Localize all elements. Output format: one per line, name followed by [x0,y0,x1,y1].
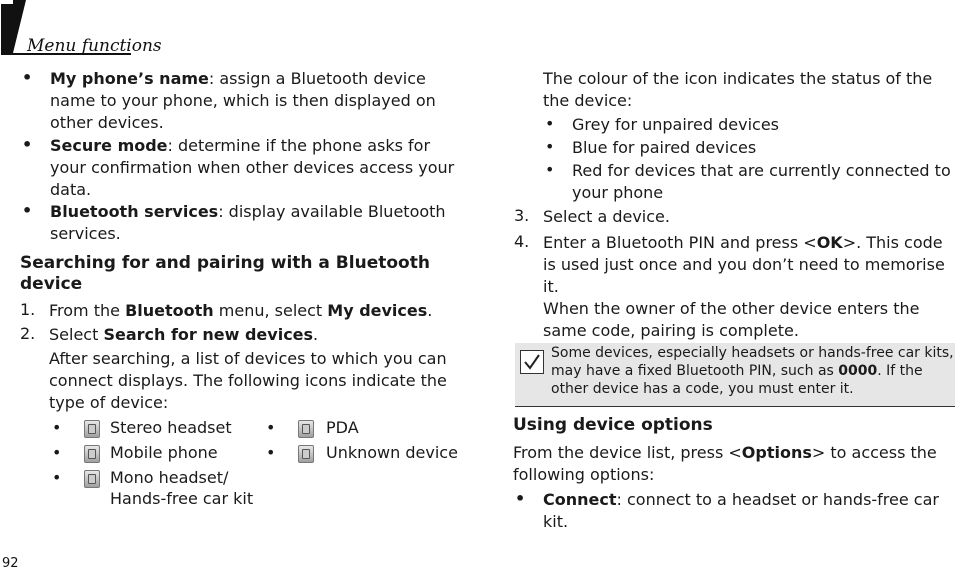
checkmark-glyph [521,351,543,373]
text: : determine if the phone asks for your confirmation when other devices access your data. [50,136,455,199]
term: My devices [327,301,428,320]
step-4-description: When the owner of the other device enters the same code, pairing is complete. [543,299,920,340]
bullet-dot: • [22,201,33,220]
text: : assign a Bluetooth device name to your phone, which is then displayed on other devices. [50,69,436,132]
term: Bluetooth [125,301,214,320]
header-bar [1,4,13,53]
term: 0000 [838,363,878,379]
colour-blue: Blue for paired devices [572,138,757,157]
bullet-my-phones-name [50,68,465,134]
term: Connect [543,490,617,509]
bullet-dot: • [545,160,555,179]
step-1 [49,300,469,322]
unknown-device-icon [298,445,314,463]
pda-icon [298,420,314,438]
legend-mono-headset: Mono headset/ [110,468,229,487]
options-intro [513,442,953,486]
note-rule [515,406,955,407]
stereo-headset-icon [84,420,100,438]
header-wedge [13,0,26,53]
section-heading: Using device options [513,415,713,435]
page-title: Menu functions [27,36,162,56]
text: : connect to a headset or hands-free car kit. [543,490,939,531]
step-3: Select a device. [543,207,670,226]
bullet-bluetooth-services [50,201,465,245]
text: Select [49,325,104,344]
step-2 [49,324,469,346]
bullet-dot: • [22,68,33,87]
colour-grey: Grey for unpaired devices [572,115,779,134]
bullet-dot: • [52,418,62,437]
text: > to access the following options: [513,443,937,484]
legend-unknown-device: Unknown device [326,443,458,462]
bullet-dot: • [515,489,526,508]
term: Secure mode [50,136,168,155]
bullet-dot: • [52,468,62,487]
text: From the [49,301,126,320]
step-number: 4. [514,232,530,251]
step-number: 3. [514,206,530,225]
text: >. This code is used just once and you don’t need to memorise it. [543,233,945,296]
colour-red: Red for devices that are currently connected to your phone [572,161,951,202]
mono-headset-icon [84,470,100,488]
mobile-phone-icon [84,445,100,463]
text: . [313,325,319,344]
bullet-dot: • [266,443,276,462]
section-heading: Searching for and pairing with a Bluetooth device [20,253,430,294]
step-number: 2. [20,324,36,343]
bullet-dot: • [545,137,555,156]
step-2-description: After searching, a list of devices to which you can connect displays. The following icons indicate the type of device: [49,349,447,412]
checkmark-note-icon [520,350,544,374]
text: menu, select [213,301,328,320]
bullet-dot: • [266,418,276,437]
step-number: 1. [20,300,36,319]
text: Some devices, especially headsets or hands-free car kits, may have a fixed Bluetooth PIN, such as [551,345,954,379]
term: Options [741,443,812,462]
bullet-dot: • [545,114,555,133]
icon-colour-intro: The colour of the icon indicates the status of the the device: [543,69,933,110]
term: Search for new devices [103,325,314,344]
term: Bluetooth services [50,202,219,221]
note-text [551,344,955,398]
legend-stereo-headset: Stereo headset [110,418,232,437]
text: From the device list, press < [513,443,742,462]
term: OK [816,233,843,252]
text: . [427,301,433,320]
page-number: 92 [2,556,19,571]
bullet-secure-mode [50,135,465,201]
text: Enter a Bluetooth PIN and press < [543,233,817,252]
option-connect [543,489,955,533]
text: : display available Bluetooth services. [50,202,446,243]
legend-mobile-phone: Mobile phone [110,443,218,462]
step-4 [543,232,955,298]
bullet-dot: • [22,135,33,154]
term: My phone’s name [50,69,209,88]
text: . If the other device has a code, you must enter it. [551,363,923,397]
legend-pda: PDA [326,418,359,437]
bullet-dot: • [52,443,62,462]
legend-hands-free-car-kit: Hands-free car kit [110,489,254,508]
